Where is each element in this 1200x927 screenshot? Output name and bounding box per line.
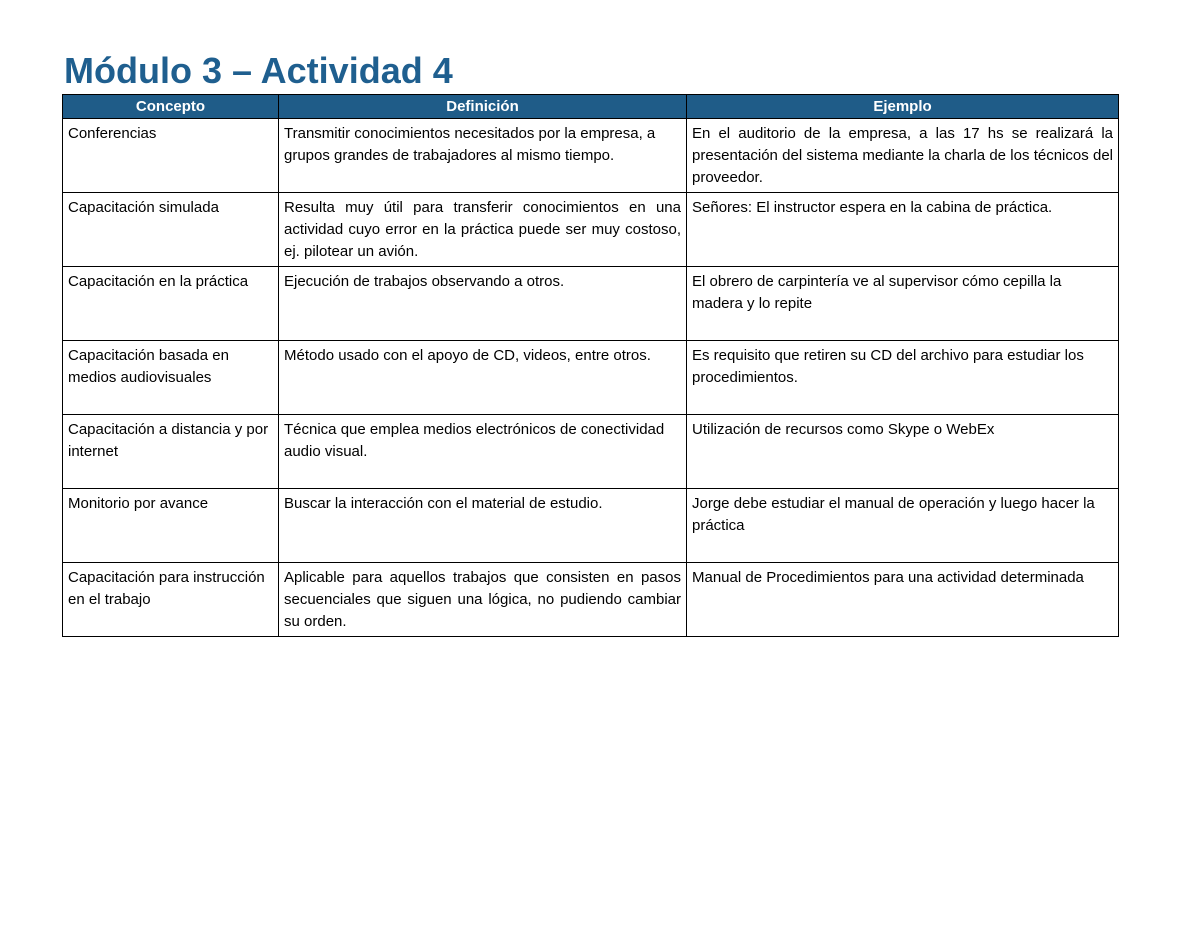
cell-definicion: Transmitir conocimientos necesitados por la empresa, a grupos grandes de trabajadores al mismo tiempo. (279, 119, 687, 193)
cell-definicion: Aplicable para aquellos trabajos que consisten en pasos secuenciales que siguen una lógica, no pudiendo cambiar su orden. (279, 563, 687, 637)
table-row (63, 267, 1119, 341)
table-body (63, 119, 1119, 637)
cell-ejemplo: Señores: El instructor espera en la cabina de práctica. (687, 193, 1119, 267)
cell-concepto: Capacitación simulada (63, 193, 279, 267)
cell-concepto: Conferencias (63, 119, 279, 193)
header-row (63, 95, 1119, 119)
cell-concepto: Capacitación a distancia y por internet (63, 415, 279, 489)
column-header-definicion: Definición (279, 95, 687, 119)
column-header-ejemplo: Ejemplo (687, 95, 1119, 119)
cell-definicion: Técnica que emplea medios electrónicos de conectividad audio visual. (279, 415, 687, 489)
cell-definicion: Resulta muy útil para transferir conocimientos en una actividad cuyo error en la práctica puede ser muy costoso, ej. pilotear un avión. (279, 193, 687, 267)
table-row (63, 119, 1119, 193)
cell-concepto: Capacitación en la práctica (63, 267, 279, 341)
page-title: Módulo 3 – Actividad 4 (64, 50, 453, 91)
cell-definicion: Buscar la interacción con el material de estudio. (279, 489, 687, 563)
cell-ejemplo: Manual de Procedimientos para una actividad determinada (687, 563, 1119, 637)
cell-definicion: Método usado con el apoyo de CD, videos, entre otros. (279, 341, 687, 415)
activity-table (62, 94, 1119, 637)
table-row (63, 563, 1119, 637)
table-row (63, 341, 1119, 415)
column-header-concepto: Concepto (63, 95, 279, 119)
cell-concepto: Capacitación para instrucción en el trabajo (63, 563, 279, 637)
cell-ejemplo: Utilización de recursos como Skype o WebEx (687, 415, 1119, 489)
cell-ejemplo: El obrero de carpintería ve al supervisor cómo cepilla la madera y lo repite (687, 267, 1119, 341)
table-row (63, 193, 1119, 267)
cell-concepto: Monitorio por avance (63, 489, 279, 563)
cell-ejemplo: Es requisito que retiren su CD del archivo para estudiar los procedimientos. (687, 341, 1119, 415)
cell-ejemplo: En el auditorio de la empresa, a las 17 hs se realizará la presentación del sistema mediante la charla de los técnicos del proveedor. (687, 119, 1119, 193)
cell-definicion: Ejecución de trabajos observando a otros. (279, 267, 687, 341)
table-row (63, 489, 1119, 563)
cell-concepto: Capacitación basada en medios audiovisuales (63, 341, 279, 415)
table-header (63, 95, 1119, 119)
table-row (63, 415, 1119, 489)
cell-ejemplo: Jorge debe estudiar el manual de operación y luego hacer la práctica (687, 489, 1119, 563)
